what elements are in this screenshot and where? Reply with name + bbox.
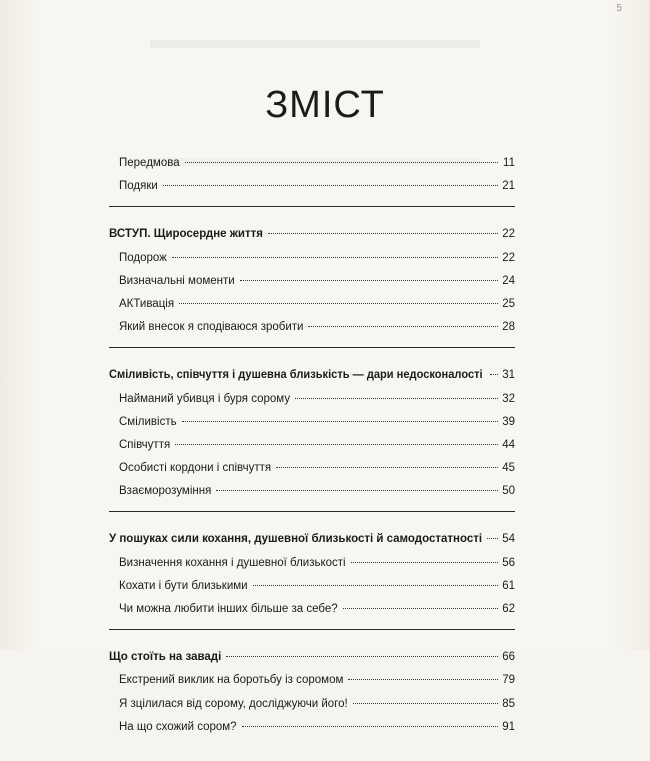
toc-entry-title: У пошуках сили кохання, душевної близькості й самодостатності: [109, 533, 483, 546]
toc-entry-title: Визначення кохання і душевної близькості: [119, 556, 346, 569]
toc-entry-title: Подорож: [119, 251, 167, 264]
toc-entry-title: Особисті кордони і співчуття: [119, 462, 272, 475]
toc-chapter-entry[interactable]: [109, 223, 515, 246]
toc-entry-page-number: 91: [502, 720, 515, 733]
toc-entry[interactable]: [109, 716, 515, 739]
toc-entry[interactable]: [109, 552, 515, 575]
toc-entry[interactable]: [109, 152, 515, 175]
toc-entry-page-number: 79: [502, 674, 515, 687]
toc-chapter-entry[interactable]: [109, 364, 515, 387]
toc-entry[interactable]: [109, 434, 515, 457]
toc-entry-title: Подяки: [119, 180, 158, 193]
toc-entry[interactable]: [109, 457, 515, 480]
toc-chapter-entry[interactable]: [109, 528, 515, 551]
toc-entry-title: Я зцілилася від сорому, досліджуючи його!: [119, 697, 348, 710]
dot-leader: [268, 233, 498, 234]
toc-entry-title: Визначальні моменти: [119, 274, 235, 287]
toc-entry[interactable]: [109, 293, 515, 316]
toc-entry[interactable]: [109, 175, 515, 198]
toc-entry-title: Екстрений виклик на боротьбу із соромом: [119, 674, 344, 687]
dot-leader: [487, 538, 498, 539]
toc-entry-page-number: 22: [502, 251, 515, 264]
toc-entry-page-number: 25: [502, 297, 515, 310]
toc-section: [109, 644, 515, 747]
toc-section: [109, 150, 515, 207]
dot-leader: [348, 679, 498, 680]
toc-entry-title: Який внесок я сподіваюся зробити: [119, 321, 304, 334]
toc-entry[interactable]: [109, 693, 515, 716]
dot-leader: [216, 490, 498, 491]
dot-leader: [179, 303, 498, 304]
header-page-number: 5: [616, 3, 622, 14]
table-of-contents: [109, 150, 515, 761]
toc-entry[interactable]: [109, 247, 515, 270]
toc-section: [109, 362, 515, 512]
dot-leader: [295, 398, 498, 399]
dot-leader: [240, 280, 498, 281]
toc-entry-page-number: 66: [502, 651, 515, 664]
toc-entry-page-number: 85: [502, 697, 515, 710]
toc-entry-title: Взаєморозуміння: [119, 485, 212, 498]
toc-entry-title: Чи можна любити інших більше за себе?: [119, 603, 338, 615]
dot-leader: [163, 185, 498, 186]
toc-entry-title: Кохати і бути близькими: [119, 579, 248, 592]
toc-entry-title: Що стоїть на заваді: [109, 651, 222, 664]
dot-leader: [182, 421, 498, 422]
toc-entry-page-number: 44: [502, 438, 515, 451]
dot-leader: [175, 444, 498, 445]
page-title: ЗМІСТ: [265, 84, 385, 126]
dot-leader: [185, 162, 498, 163]
toc-entry-page-number: 22: [502, 228, 515, 241]
running-header: [0, 0, 650, 18]
toc-entry[interactable]: [109, 575, 515, 598]
dot-leader: [343, 608, 498, 609]
dot-leader: [353, 703, 498, 704]
dot-leader: [253, 585, 498, 586]
toc-entry[interactable]: [109, 270, 515, 293]
toc-entry[interactable]: [109, 316, 515, 339]
toc-entry-title: Найманий убивця і буря сорому: [119, 392, 291, 405]
toc-entry-page-number: 39: [502, 415, 515, 428]
toc-entry-page-number: 31: [502, 369, 515, 382]
dot-leader: [490, 374, 498, 375]
toc-entry-title: ВСТУП. Щиросердне життя: [109, 228, 263, 241]
toc-entry-page-number: 28: [502, 321, 515, 334]
toc-entry-page-number: 54: [502, 533, 515, 546]
toc-entry-page-number: 56: [502, 556, 515, 569]
toc-entry-page-number: 45: [502, 462, 515, 475]
toc-entry-title: Сміливість, співчуття і душевна близькість — дари недосконалості: [109, 369, 483, 382]
dot-leader: [351, 562, 498, 563]
toc-entry[interactable]: [109, 388, 515, 411]
toc-entry-page-number: 61: [502, 579, 515, 592]
toc-entry-title: Співчуття: [119, 438, 171, 451]
toc-entry-title: На що схожий сором?: [119, 720, 237, 733]
toc-entry-page-number: 50: [502, 485, 515, 498]
toc-entry-title: АКТивація: [119, 297, 175, 310]
dot-leader: [242, 726, 498, 727]
toc-entry[interactable]: [109, 598, 515, 621]
toc-section: [109, 221, 515, 348]
toc-entry-page-number: 11: [503, 157, 515, 169]
dot-leader: [276, 467, 498, 468]
toc-entry[interactable]: [109, 669, 515, 692]
toc-entry-page-number: 21: [502, 180, 515, 193]
toc-entry[interactable]: [109, 480, 515, 503]
toc-entry[interactable]: [109, 411, 515, 434]
toc-entry-page-number: 24: [502, 274, 515, 287]
dot-leader: [172, 257, 498, 258]
toc-entry-title: Передмова: [119, 157, 180, 169]
toc-section: [109, 526, 515, 630]
toc-entry-page-number: 62: [502, 603, 515, 615]
toc-entry-title: Сміливість: [119, 415, 177, 428]
toc-entry-page-number: 32: [502, 392, 515, 405]
dot-leader: [308, 326, 498, 327]
dot-leader: [226, 656, 498, 657]
